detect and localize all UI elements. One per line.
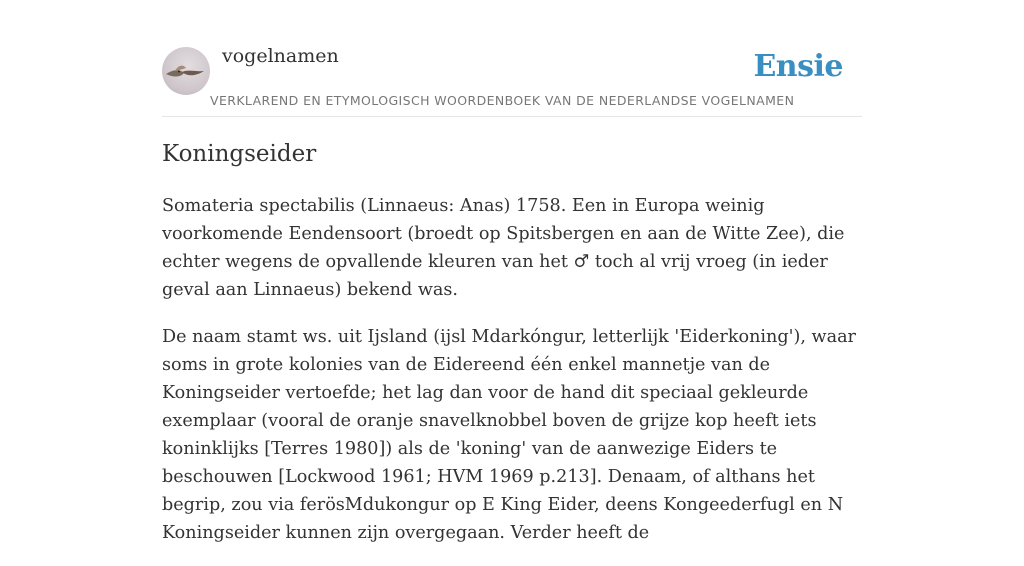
paragraph-1: Somateria spectabilis (Linnaeus: Anas) 1758. Een in Europa weinig voorkomende Eendensoort (broedt op Spitsbergen en aan de Witte Zee), die echter wegens de opvallende kleuren van het ♂ toch al vrij vroeg (in ieder geval aan Linnaeus) bekend was. [162, 196, 845, 300]
author-name[interactable]: vogelnamen [222, 45, 339, 67]
page-title: Koningseider [162, 141, 317, 167]
ensie-logo[interactable]: Ensie [753, 49, 843, 84]
paragraph-2: De naam stamt ws. uit Ijsland (ijsl Mdarkóngur, letterlijk 'Eiderkoning'), waar soms in grote kolonies van de Eidereend één enkel mannetje van de Koningseider vertoefde; het lag dan voor de hand dit speciaal gekleurde exemplaar (vooral de oranje snavelknobbel boven de grijze kop heeft iets koninklijks [Terres 1980]) als de 'koning' van de aanwezige Eiders te beschouwen [Lockwood 1961; HVM 1969 p.213]. Denaam, of althans het begrip, zou via ferösMdukongur op E King Eider, deens Kongeederfugl en N Koningseider kunnen zijn overgegaan. Verder heeft de [162, 327, 856, 543]
article [162, 138, 864, 566]
avatar[interactable] [162, 47, 210, 95]
bird-photo-icon [162, 47, 210, 95]
dictionary-subtitle[interactable]: VERKLAREND EN ETYMOLOGISCH WOORDENBOEK VAN DE NEDERLANDSE VOGELNAMEN [210, 93, 795, 108]
site-header [162, 0, 862, 117]
